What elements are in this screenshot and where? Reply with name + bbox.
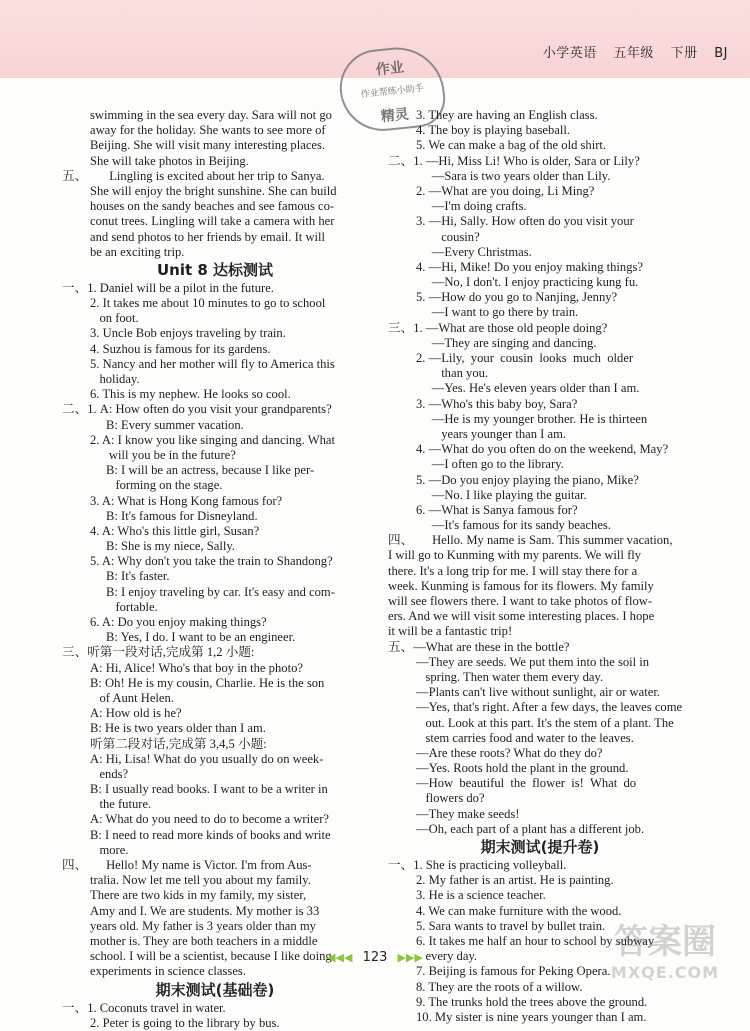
answer-line: —Every Christmas.	[416, 244, 532, 259]
answer-line: 4. A: Who's this little girl, Susan?	[90, 523, 260, 538]
answer-line: 四、 Hello. My name is Sam. This summer vacation,	[388, 533, 673, 548]
answer-line: —Yes. Roots hold the plant in the ground.	[416, 761, 629, 776]
answer-line: —No. I like playing the guitar.	[416, 487, 587, 502]
answer-line: 二、1. —Hi, Miss Li! Who is older, Sara or Lily?	[388, 153, 640, 168]
answer-line: 4. —Hi, Mike! Do you enjoy making things?	[416, 259, 644, 274]
answer-line: 二、1. A: How often do you visit your grandparents?	[62, 402, 332, 417]
answer-line: B: It's famous for Disneyland.	[106, 508, 258, 523]
answer-line: 3. They are having an English class.	[416, 108, 598, 122]
answer-line: —They are seeds. We put them into the soil in	[416, 654, 650, 669]
section-title: Unit 8 达标测试	[156, 260, 274, 279]
answer-line: experiments in science classes.	[90, 964, 246, 979]
answer-line: —No, I don't. I enjoy practicing kung fu.	[416, 275, 639, 290]
answer-line: Beijing. She will visit many interesting places.	[90, 138, 326, 153]
answer-line: A: How old is he?	[90, 706, 182, 721]
grade-label: 五年级	[613, 46, 654, 61]
answer-line: 5. We can make a bag of the old shirt.	[416, 138, 607, 153]
answer-line: —Plants can't live without sunlight, air or water.	[416, 685, 660, 700]
answer-line: it will be a fantastic trip!	[388, 624, 513, 639]
answer-line: —They make seeds!	[416, 806, 520, 821]
answer-line: cousin?	[416, 229, 480, 244]
answer-line: 2. —What are you doing, Li Ming?	[416, 183, 595, 198]
answer-line: ends?	[90, 766, 129, 781]
answer-line: 5. Sara wants to travel by bullet train.	[416, 918, 606, 933]
answer-line: there. It's a long trip for me. I will stay there for a	[388, 563, 638, 578]
answer-line: on foot.	[90, 311, 139, 326]
right-column	[388, 108, 692, 1025]
answer-line: —I often go to the library.	[416, 457, 564, 472]
answer-line: will see flowers there. I want to take photos of flow-	[388, 594, 653, 608]
answer-line: 5. A: Why don't you take the train to Shandong?	[90, 554, 333, 569]
left-column	[62, 108, 368, 1031]
answer-line: 2. My father is an artist. He is painting.	[416, 873, 614, 888]
answer-line: 五、 Lingling is excited about her trip to Sanya.	[62, 168, 325, 183]
answer-line: more.	[90, 842, 129, 857]
answer-line: She will take photos in Beijing.	[90, 153, 249, 168]
answer-line: away for the holiday. She wants to see more of	[90, 123, 326, 138]
answer-line: swimming in the sea every day. Sara will not go	[90, 108, 332, 122]
answer-line: school. I will be a scientist, because I like doing	[90, 949, 332, 964]
answer-line: B: It's faster.	[106, 569, 170, 584]
watermark-text-1: 答案圈	[614, 922, 716, 962]
answer-line: A: What do you need to do to become a writer?	[90, 812, 329, 827]
next-arrows-icon: ▶▶▶	[397, 951, 423, 964]
answer-line: I will go to Kunming with my parents. We will fly	[388, 548, 642, 563]
page-number: 123	[362, 950, 388, 965]
answer-line: will you be in the future?	[90, 447, 236, 462]
answer-line: 4. Suzhou is famous for its gardens.	[90, 341, 271, 356]
stamp-text-2: 作业帮练小助手	[360, 83, 425, 101]
answer-line: 4. We can make furniture with the wood.	[416, 903, 622, 918]
answer-line: forming on the stage.	[106, 478, 223, 493]
answer-line: —I want to go there by train.	[416, 305, 579, 320]
answer-line: —They are singing and dancing.	[416, 335, 597, 350]
answer-line: out. Look at this part. It's the stem of a plant. The	[416, 715, 674, 730]
answer-line: mother is. They are both teachers in a middle	[90, 933, 318, 948]
book-info	[531, 42, 728, 61]
prev-arrows-icon: ◀◀◀	[327, 951, 353, 964]
subject-label: 小学英语	[542, 46, 597, 61]
answer-line: 3. —Hi, Sally. How often do you visit your	[416, 214, 634, 229]
answer-line: years old. My father is 3 years older than my	[90, 918, 316, 933]
answer-line: 6. It takes me half an hour to school by subway	[416, 933, 655, 948]
answer-line: B: Oh! He is my cousin, Charlie. He is the son	[90, 675, 325, 690]
answer-line: 2. —Lily, your cousin looks much older	[416, 351, 634, 365]
answer-line: 10. My sister is nine years younger than I am.	[416, 1009, 647, 1024]
answer-line: B: I need to read more kinds of books and write	[90, 827, 331, 842]
answer-line: 听第二段对话,完成第 3,4,5 小题:	[90, 736, 267, 751]
answer-line: week. Kunming is famous for its flowers. My family	[388, 578, 654, 593]
watermark-text-2: MXQE.COM	[610, 963, 720, 982]
answer-line: houses on the sandy beaches and see famous co-	[90, 199, 335, 214]
answer-line: 一、1. Daniel will be a pilot in the future.	[62, 280, 274, 295]
answer-line: years younger than I am.	[416, 426, 567, 441]
answer-line: flowers do?	[416, 791, 485, 806]
section-title: 期末测试(提升卷)	[480, 838, 600, 856]
answer-line: the future.	[90, 797, 152, 812]
answer-line: —Oh, each part of a plant has a different job.	[416, 821, 645, 836]
answer-line: 2. Peter is going to the library by bus.	[90, 1015, 280, 1030]
answer-line: 5. —How do you go to Nanjing, Jenny?	[416, 290, 618, 305]
answer-line: B: I will be an actress, because I like per-	[106, 463, 315, 478]
answer-line: Amy and I. We are students. My mother is 33	[90, 903, 320, 918]
answer-line: holiday.	[90, 372, 140, 386]
answer-line: B: Every summer vacation.	[106, 417, 244, 432]
answer-line: stem carries food and water to the leaves.	[416, 730, 634, 745]
answer-line: 四、 Hello! My name is Victor. I'm from Aus-	[62, 858, 312, 872]
stamp-text-1: 作业	[375, 59, 405, 79]
answer-line: A: Hi, Lisa! What do you usually do on week-	[90, 751, 324, 766]
section-title: 期末测试(基础卷)	[155, 980, 275, 999]
answer-line: and send photos to her friends by email. It will	[90, 229, 326, 244]
answer-line: 6. This is my nephew. He looks so cool.	[90, 387, 291, 402]
answer-line: B: I enjoy traveling by car. It's easy and com-	[106, 584, 335, 599]
answer-line: ers. And we will visit some interesting places. I hope	[388, 609, 655, 624]
answer-line: 4. The boy is playing baseball.	[416, 123, 571, 138]
answer-line: than you.	[416, 366, 489, 381]
volume-label: 下册	[670, 46, 698, 61]
answer-line: B: He is two years older than I am.	[90, 721, 266, 736]
answer-line: 5. —Do you enjoy playing the piano, Mike?	[416, 472, 639, 487]
answer-line: 五、—What are these in the bottle?	[388, 639, 570, 654]
answer-line: 一、1. She is practicing volleyball.	[388, 858, 567, 872]
answer-line: 三、1. —What are those old people doing?	[388, 320, 608, 335]
answer-line: —Are these roots? What do they do?	[416, 745, 603, 760]
answer-line: 6. A: Do you enjoy making things?	[90, 615, 267, 629]
answer-line: 一、1. Coconuts travel in water.	[62, 1000, 226, 1015]
answer-line: B: I usually read books. I want to be a writer in	[90, 782, 328, 797]
answer-line: —He is my younger brother. He is thirteen	[416, 411, 648, 426]
answer-line: B: She is my niece, Sally.	[106, 539, 235, 554]
answer-line: —Yes, that's right. After a few days, the leaves come	[416, 700, 683, 715]
answer-line: 2. It takes me about 10 minutes to go to school	[90, 296, 326, 311]
answer-line: 6. —What is Sanya famous for?	[416, 502, 578, 517]
answer-line: —Sara is two years older than Lily.	[416, 168, 611, 183]
answer-line: 9. The trunks hold the trees above the ground.	[416, 994, 648, 1009]
answer-line: There are two kids in my family, my sister,	[90, 888, 307, 903]
answer-line: spring. Then water them every day.	[416, 669, 604, 684]
answer-line: —It's famous for its sandy beaches.	[416, 518, 611, 533]
answer-line: 3. Uncle Bob enjoys traveling by train.	[90, 326, 286, 341]
answer-line: 3. A: What is Hong Kong famous for?	[90, 493, 283, 508]
answer-line: 3. —Who's this baby boy, Sara?	[416, 396, 578, 411]
answer-line: 8. They are the roots of a willow.	[416, 979, 583, 994]
answer-line: every day.	[416, 949, 478, 964]
answer-line: of Aunt Helen.	[90, 690, 174, 705]
answer-line: 2. A: I know you like singing and dancing. What	[90, 432, 335, 447]
answer-line: B: Yes, I do. I want to be an engineer.	[106, 630, 296, 645]
answer-line: 三、听第一段对话,完成第 1,2 小题:	[62, 645, 255, 660]
answer-line: —Yes. He's eleven years older than I am.	[416, 381, 640, 396]
stamp-text-3: 精灵	[380, 106, 410, 126]
answer-line: fortable.	[106, 599, 158, 614]
edition-label: BJ	[714, 46, 728, 61]
answer-line: She will enjoy the bright sunshine. She can build	[90, 183, 337, 198]
watermark-logo	[590, 914, 740, 984]
answer-line: tralia. Now let me tell you about my family.	[90, 873, 311, 888]
answer-line: —I'm doing crafts.	[416, 199, 527, 214]
answer-line: 3. He is a science teacher.	[416, 888, 546, 903]
answer-line: A: Hi, Alice! Who's that boy in the photo?	[90, 660, 303, 675]
answer-line: 5. Nancy and her mother will fly to America this	[90, 356, 335, 371]
answer-line: 4. —What do you often do on the weekend, May?	[416, 442, 669, 457]
answer-line: be an exciting trip.	[90, 244, 185, 259]
answer-line: —How beautiful the flower is! What do	[416, 776, 637, 791]
answer-line: conut trees. Lingling will take a camera with her	[90, 214, 335, 229]
answer-line: 7. Beijing is famous for Peking Opera.	[416, 964, 611, 979]
